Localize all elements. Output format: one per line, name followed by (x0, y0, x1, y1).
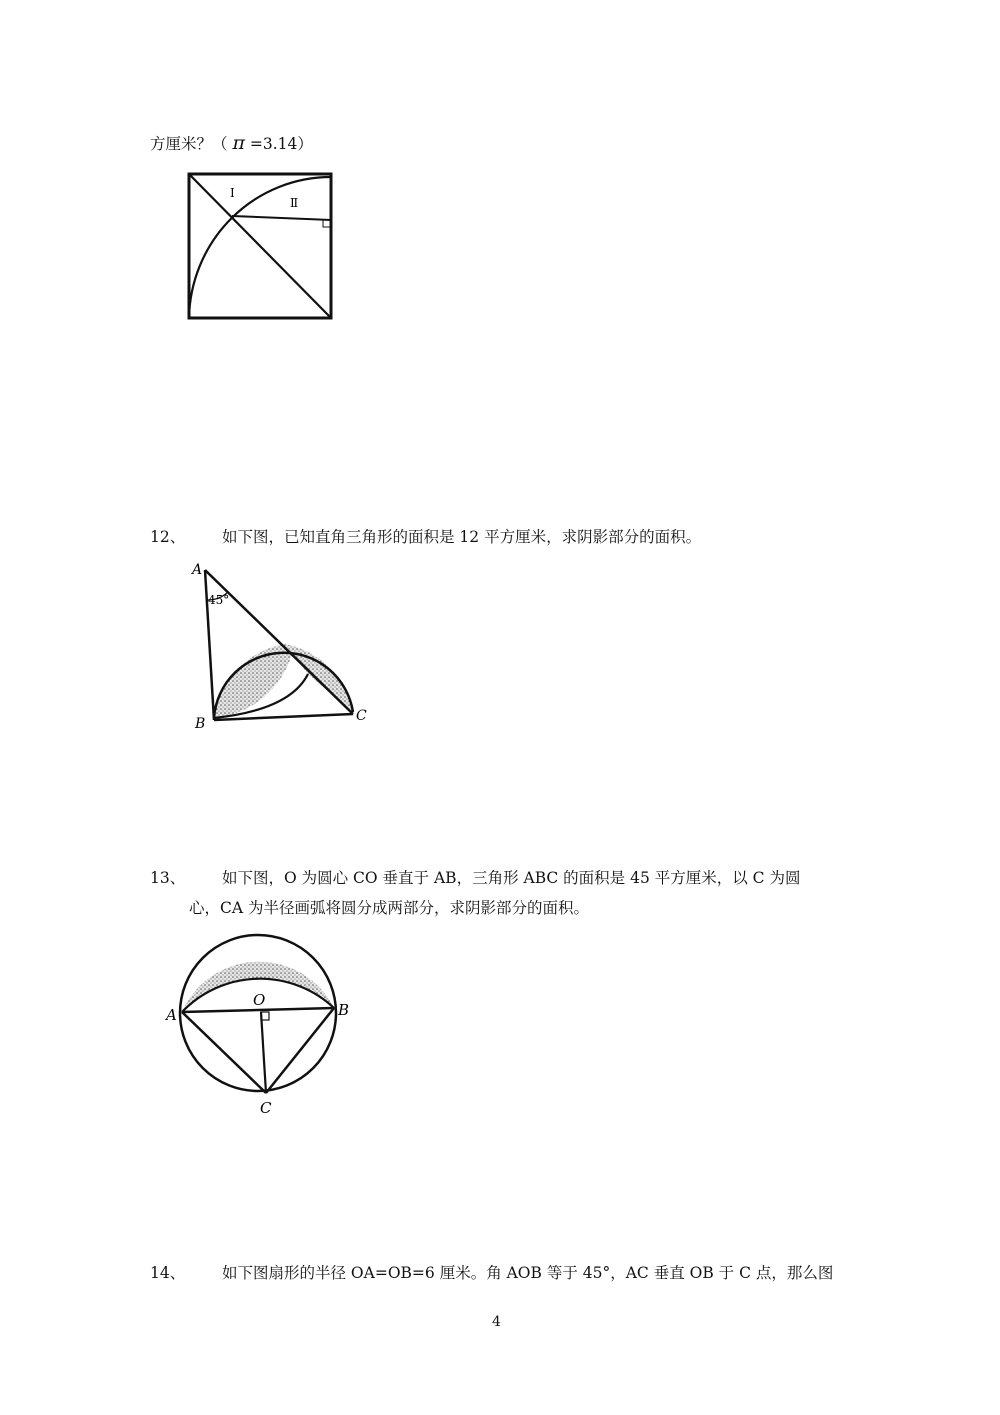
q12-text: 如下图，已知直角三角形的面积是 12 平方厘米，求阴影部分的面积。 (222, 528, 702, 546)
q11-figure (180, 165, 345, 330)
q13-text-line2: 心，CA 为半径画弧将圆分成两部分，求阴影部分的面积。 (189, 899, 589, 917)
angle-label: 45° (208, 593, 230, 607)
q13-text-line1: 如下图，O 为圆心 CO 垂直于 AB，三角形 ABC 的面积是 45 平方厘米，以 C 为圆 (222, 869, 801, 887)
q11-tail-text: 方厘米？（ (150, 135, 228, 153)
label-b: B (195, 716, 206, 732)
pi-symbol: π (232, 132, 245, 154)
label-region-2: Ⅱ (290, 196, 299, 210)
right-angle-mark (323, 220, 330, 227)
label-a: A (192, 562, 203, 578)
segment-co (261, 1012, 266, 1093)
segment-bc (266, 1008, 334, 1093)
pi-value: =3.14） (249, 135, 313, 153)
label-region-1: I (230, 186, 235, 200)
q12-figure (180, 560, 390, 745)
q14-text: 如下图扇形的半径 OA=OB=6 厘米。角 AOB 等于 45°，AC 垂直 OB 于 C 点，那么图 (222, 1264, 834, 1282)
circle (180, 935, 336, 1091)
label-a: A (166, 1006, 177, 1024)
q11-continuation (150, 133, 313, 154)
segment-ac (182, 1012, 266, 1093)
q13-figure (160, 920, 360, 1120)
q14-number: 14、 (150, 1264, 186, 1282)
label-c: C (356, 708, 367, 724)
label-c: C (260, 1099, 272, 1117)
label-b: B (338, 1001, 350, 1019)
shaded-region-left (214, 644, 292, 718)
q13-number: 13、 (150, 869, 186, 887)
page-number: 4 (492, 1314, 501, 1330)
perpendicular-segment (232, 216, 331, 220)
label-o: O (253, 991, 266, 1009)
q12-number: 12、 (150, 528, 186, 546)
